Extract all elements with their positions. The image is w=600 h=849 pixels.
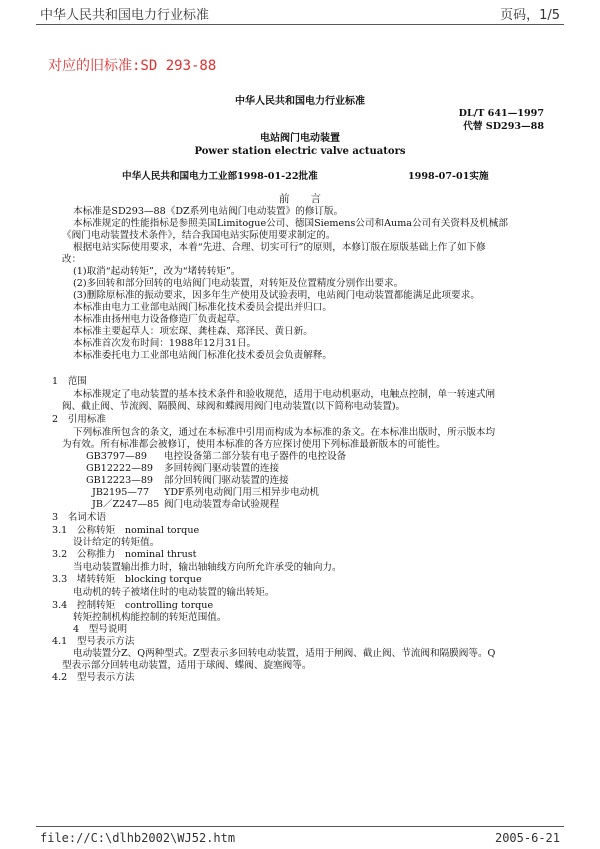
ref-title: 阀门电动装置寿命试验规程 — [164, 499, 280, 510]
ref-code: GB3797—89 — [86, 451, 147, 462]
footer-divider — [36, 826, 564, 827]
ref-title: YDF系列电动阀门用三相异步电动机 — [164, 487, 319, 498]
ref-code: JB2195—77 — [92, 487, 150, 498]
term-heading: 3.3 堵转转矩 blocking torque — [52, 574, 202, 585]
foreword-line: (2)多回转和部分回转的电站阀门电动装置，对转矩及位置精度分别作出要求。 — [73, 278, 404, 289]
old-standard-link[interactable]: 对应的旧标准:SD 293-88 — [48, 58, 217, 74]
header-divider — [36, 24, 564, 25]
ref-title: 部分回转阀门驱动装置的连接 — [164, 475, 289, 486]
term-definition: 设计给定的转矩值。 — [73, 537, 160, 548]
approval-line: 中华人民共和国电力工业部1998-01-22批准 — [122, 171, 318, 182]
model-line: 型表示部分回转电动装置，适用于球阀、蝶阀、旋塞阀等。 — [62, 660, 312, 671]
foreword-line: 本标准主要起草人：项宏琛、龚桂森、郑泽民、黄日新。 — [73, 326, 313, 337]
subsection-heading: 4.1 型号表示方法 — [52, 636, 135, 647]
term-definition: 转矩控制机构能控制的转矩范围值。 — [73, 612, 227, 623]
standard-code: DL/T 641—1997 — [458, 108, 544, 119]
foreword-line: (1)取消“起动转矩”，改为“堵转转矩”。 — [73, 266, 241, 277]
model-line: 电动装置分Z、Q两种型式。Z型表示多回转电动装置，适用于闸阀、截止阀、节流阀和隔膜阀等。Q — [73, 648, 496, 659]
section-heading-scope: 1 范围 — [52, 376, 87, 387]
section-heading-refs: 2 引用标准 — [52, 414, 107, 425]
effective-date: 1998-07-01实施 — [408, 171, 489, 182]
replaces-standard: 代替 SD293—88 — [463, 121, 544, 132]
ref-code: JB／Z247—85 — [92, 499, 160, 510]
foreword-line: 改： — [62, 254, 82, 265]
doc-title-cn: 电站阀门电动装置 — [260, 133, 340, 144]
page-header-title: 中华人民共和国电力行业标准 — [40, 8, 210, 23]
foreword-line: 本标准由扬州电力设备修造厂负责起草。 — [73, 314, 246, 325]
foreword-line: 《阀门电动装置技术条件》，结合我国电站实际使用要求制定的。 — [62, 230, 336, 241]
foreword-line: 本标准首次发布时间：1988年12月31日。 — [73, 338, 257, 349]
subsection-heading: 4.2 型号表示方法 — [52, 672, 135, 683]
footer-date: 2005-6-21 — [494, 831, 560, 845]
foreword-line: (3)删除原标准的振动要求，因多年生产使用及试验表明，电站阀门电动装置都能满足此项要求。 — [73, 290, 480, 301]
foreword-line: 根据电站实际使用要求，本着“先进、合理、切实可行”的原则，本修订版在原版基础上作了如下修 — [73, 242, 486, 253]
foreword-line: 本标准委托电力工业部电站阀门标准化技术委员会负责解释。 — [73, 350, 333, 361]
term-definition: 电动机的转子被堵住时的电动装置的输出转矩。 — [73, 587, 275, 598]
scope-line: 阀、截止阀、节流阀、隔膜阀、球阀和蝶阀用阀门电动装置(以下简称电动装置)。 — [62, 401, 406, 412]
footer-file-path: file://C:\dlhb2002\WJ52.htm — [40, 831, 236, 845]
foreword-heading: 前 言 — [279, 193, 321, 205]
ref-title: 多回转阀门驱动装置的连接 — [164, 463, 280, 474]
scope-line: 本标准规定了电动装置的基本技术条件和验收规范，适用于电动机驱动，电触点控制，单一转速式闸 — [73, 389, 496, 400]
foreword-line: 本标准由电力工业部电站阀门标准化技术委员会提出并归口。 — [73, 302, 333, 313]
term-definition: 当电动装置输出推力时，输出轴轴线方向所允许承受的轴向力。 — [73, 562, 342, 573]
term-heading: 3.2 公称推力 nominal thrust — [52, 549, 197, 560]
section-heading-model: 4 型号说明 — [73, 624, 128, 635]
section-heading-terms: 3 名词术语 — [52, 512, 107, 523]
term-heading: 3.1 公称转矩 nominal torque — [52, 525, 200, 536]
foreword-line: 本标准规定的性能指标是参照美国Limitogue公司、德国Siemens公司和Auma公司有关资料及机械部 — [73, 218, 508, 229]
term-heading: 3.4 控制转矩 controlling torque — [52, 600, 214, 611]
ref-title: 电控设备第二部分装有电子器件的电控设备 — [164, 451, 347, 462]
ref-code: GB12222—89 — [86, 463, 154, 474]
refs-intro-line: 下列标准所包含的条文，通过在本标准中引用而构成为本标准的条文。在本标准出版时，所示版本均 — [73, 427, 496, 438]
doc-title-en: Power station electric valve actuators — [194, 146, 406, 157]
refs-intro-line: 为有效。所有标准都会被修订，使用本标准的各方应探讨使用下列标准最新版本的可能性。 — [62, 439, 446, 450]
foreword-line: 本标准是SD293—88《DZ系列电站阀门电动装置》的修订版。 — [73, 206, 344, 217]
page-header-pagenum: 页码，1/5 — [500, 8, 560, 23]
ref-code: GB12223—89 — [86, 475, 154, 486]
org-title: 中华人民共和国电力行业标准 — [235, 96, 365, 107]
